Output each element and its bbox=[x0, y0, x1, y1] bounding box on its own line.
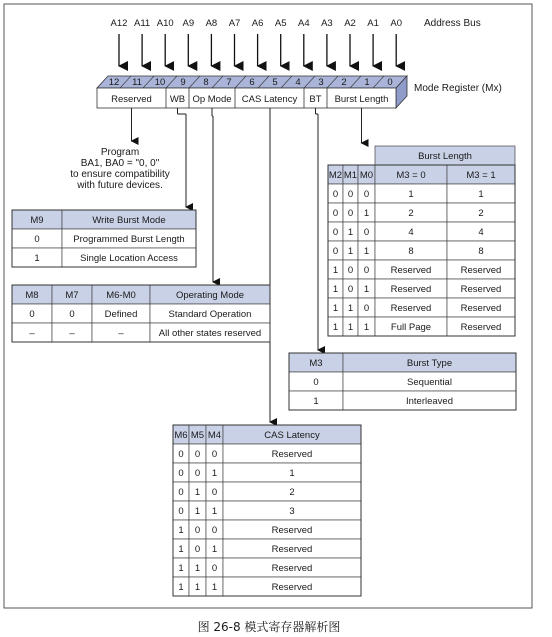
register-field-label: CAS Latency bbox=[241, 94, 298, 105]
table-cell-value: 1 bbox=[211, 467, 218, 479]
table-cell-value: 0 bbox=[178, 486, 184, 498]
table-row bbox=[12, 248, 196, 267]
table-cell-value: 0 bbox=[178, 505, 184, 517]
table-cell-value: Reserved bbox=[271, 543, 313, 555]
table-header-label: M2 bbox=[328, 169, 343, 181]
address-pin-label: A12 bbox=[110, 18, 128, 29]
register-bit-number: 12 bbox=[108, 77, 120, 88]
table-cell-value: Reserved bbox=[271, 562, 313, 574]
table-cell-value: Reserved bbox=[271, 581, 313, 593]
register-bit-number: 1 bbox=[364, 77, 370, 88]
address-pin-label: A8 bbox=[205, 18, 218, 29]
address-pin-label: A11 bbox=[133, 18, 151, 29]
table-cell-value: 1 bbox=[363, 321, 370, 333]
table-cell-value: 4 bbox=[478, 226, 484, 238]
table-cell-value: 0 bbox=[347, 283, 354, 295]
table-cell-value: All other states reserved bbox=[158, 327, 262, 339]
table-cell-value: 0 bbox=[29, 308, 35, 320]
table-cell-value: Single Location Access bbox=[80, 252, 178, 264]
mode-register bbox=[97, 76, 407, 108]
address-pin-label: A2 bbox=[344, 18, 356, 29]
table-cell-value: 1 bbox=[211, 581, 218, 593]
program-note-line: BA1, BA0 = "0, 0" bbox=[80, 158, 160, 169]
table-cell-value: 1 bbox=[194, 486, 201, 498]
table-cell-value: 1 bbox=[178, 581, 184, 593]
table-cell-value: 8 bbox=[408, 245, 414, 257]
table-row bbox=[328, 298, 515, 317]
register-bit-number: 3 bbox=[318, 77, 324, 88]
table-row bbox=[173, 463, 361, 482]
table-cell-value: Defined bbox=[104, 308, 138, 320]
table-cell-value: 0 bbox=[194, 543, 201, 555]
register-bit-number: 6 bbox=[249, 77, 255, 88]
table-cell-value: Reserved bbox=[460, 302, 502, 314]
table-cell-value: 1 bbox=[211, 543, 218, 555]
table-cell-value: 2 bbox=[289, 486, 295, 498]
table-row bbox=[173, 539, 361, 558]
table-header-label: M0 bbox=[359, 169, 374, 181]
table-cell-value: 1 bbox=[194, 581, 201, 593]
table-cell-value: 1 bbox=[347, 245, 354, 257]
table-row bbox=[289, 391, 516, 410]
table-cell-value: 4 bbox=[408, 226, 414, 238]
table-row bbox=[173, 482, 361, 501]
table-cell-value: 0 bbox=[347, 264, 354, 276]
register-bit-number: 9 bbox=[180, 77, 186, 88]
op-mode-table bbox=[12, 285, 270, 342]
table-row bbox=[328, 279, 515, 298]
table-cell-value: 0 bbox=[347, 188, 354, 200]
address-pin-label: A5 bbox=[274, 18, 287, 29]
register-bit-number: 7 bbox=[226, 77, 232, 88]
table-header-label: M6-M0 bbox=[106, 289, 136, 301]
address-pin-label: A0 bbox=[390, 18, 403, 29]
table-cell-value: 0 bbox=[178, 448, 184, 460]
table-row bbox=[12, 229, 196, 248]
table-header-label: M5 bbox=[190, 429, 205, 441]
table-cell-value: 0 bbox=[363, 302, 370, 314]
table-cell-value: Standard Operation bbox=[168, 308, 252, 320]
table-cell-value: 0 bbox=[194, 448, 201, 460]
table-row bbox=[173, 444, 361, 463]
register-field-label: Op Mode bbox=[192, 94, 232, 105]
program-note-line: with future devices. bbox=[77, 180, 163, 191]
table-cell-value: Full Page bbox=[390, 321, 432, 333]
table-cell-value: 1 bbox=[332, 264, 339, 276]
table-header-label: M6 bbox=[174, 429, 188, 441]
table-cell-value: 0 bbox=[363, 188, 370, 200]
register-field-label: Reserved bbox=[111, 94, 152, 105]
address-pin-label: A1 bbox=[367, 18, 379, 29]
register-bit-number: 4 bbox=[295, 77, 301, 88]
table-cell-value: 1 bbox=[363, 207, 370, 219]
table-cell-value: 1 bbox=[478, 188, 484, 200]
register-bit-number: 2 bbox=[341, 77, 347, 88]
table-header-label: Burst Type bbox=[406, 357, 453, 369]
table-cell-value: – bbox=[118, 327, 124, 339]
address-pin-label: A9 bbox=[182, 18, 195, 29]
table-row bbox=[328, 241, 515, 260]
table-cell-value: 0 bbox=[69, 308, 75, 320]
table-cell-value: 0 bbox=[313, 376, 319, 388]
table-row bbox=[12, 323, 270, 342]
table-cell-value: 1 bbox=[178, 524, 184, 536]
table-header-label: M3 = 1 bbox=[466, 169, 496, 181]
register-bit-number: 0 bbox=[387, 77, 393, 88]
table-cell-value: 1 bbox=[408, 188, 414, 200]
register-bit-number: 11 bbox=[132, 77, 142, 88]
field-tables bbox=[12, 146, 516, 596]
table-cell-value: 1 bbox=[194, 505, 201, 517]
table-cell-value: 1 bbox=[211, 505, 218, 517]
table-header-label: M8 bbox=[25, 289, 39, 301]
table-cell-value: 2 bbox=[478, 207, 484, 219]
program-note bbox=[70, 147, 170, 191]
table-cell-value: 1 bbox=[332, 302, 339, 314]
address-bus-label: Address Bus bbox=[424, 18, 481, 29]
burst-type-table bbox=[289, 353, 516, 410]
register-field-label: Burst Length bbox=[334, 94, 389, 105]
table-cell-value: Programmed Burst Length bbox=[73, 233, 185, 245]
table-cell-value: Reserved bbox=[460, 283, 502, 295]
table-cell-value: 1 bbox=[363, 245, 370, 257]
register-bit-number: 8 bbox=[203, 77, 209, 88]
table-cell-value: 0 bbox=[211, 448, 218, 460]
table-cell-value: 0 bbox=[363, 226, 370, 238]
table-cell-value: Sequential bbox=[407, 376, 452, 388]
address-pin-label: A6 bbox=[251, 18, 264, 29]
table-cell-value: 1 bbox=[363, 283, 370, 295]
table-cell-value: – bbox=[29, 327, 35, 339]
table-row bbox=[173, 520, 361, 539]
table-cell-value: 1 bbox=[347, 226, 354, 238]
table-cell-value: Reserved bbox=[390, 283, 432, 295]
register-field-label: WB bbox=[169, 94, 186, 105]
table-cell-value: Reserved bbox=[460, 321, 502, 333]
table-row bbox=[328, 317, 515, 336]
table-header-label: M3 = 0 bbox=[396, 169, 426, 181]
write-burst-table bbox=[12, 210, 196, 267]
table-cell-value: 0 bbox=[332, 188, 339, 200]
address-pin-label: A7 bbox=[228, 18, 241, 29]
table-cell-value: 1 bbox=[347, 302, 354, 314]
table-cell-value: Reserved bbox=[390, 264, 432, 276]
table-cell-value: Reserved bbox=[271, 448, 313, 460]
table-cell-value: Reserved bbox=[390, 302, 432, 314]
table-row bbox=[328, 203, 515, 222]
table-row bbox=[328, 184, 515, 203]
table-header-label: M9 bbox=[30, 214, 44, 226]
table-header-label: Operating Mode bbox=[175, 289, 245, 301]
table-cell-value: 1 bbox=[332, 283, 339, 295]
program-note-line: to ensure compatibility bbox=[70, 169, 170, 180]
register-field-label: BT bbox=[309, 94, 322, 105]
table-cell-value: 0 bbox=[194, 467, 201, 479]
table-cell-value: 8 bbox=[478, 245, 484, 257]
address-pin-label: A10 bbox=[156, 18, 174, 29]
table-cell-value: Reserved bbox=[460, 264, 502, 276]
table-header-label: M4 bbox=[207, 429, 222, 441]
table-header-label: M1 bbox=[343, 169, 358, 181]
address-pin-label: A3 bbox=[321, 18, 333, 29]
table-row bbox=[328, 222, 515, 241]
table-row bbox=[12, 304, 270, 323]
table-row bbox=[328, 260, 515, 279]
table-cell-value: Reserved bbox=[271, 524, 313, 536]
table-cell-value: 0 bbox=[194, 524, 201, 536]
figure-caption: 图 26-8 模式寄存器解析图 bbox=[197, 620, 341, 634]
table-cell-value: 0 bbox=[211, 562, 218, 574]
table-cell-value: 1 bbox=[178, 543, 184, 555]
register-bit-number: 5 bbox=[272, 77, 278, 88]
table-header-label: Write Burst Mode bbox=[92, 214, 166, 226]
table-cell-value: 1 bbox=[34, 252, 40, 264]
table-row bbox=[289, 372, 516, 391]
table-row bbox=[173, 501, 361, 520]
table-cell-value: 2 bbox=[408, 207, 414, 219]
burst-length-table bbox=[328, 146, 515, 336]
table-row bbox=[173, 558, 361, 577]
table-cell-value: 0 bbox=[332, 245, 339, 257]
table-cell-value: 1 bbox=[347, 321, 354, 333]
register-bit-number: 10 bbox=[154, 77, 166, 88]
table-cell-value: 1 bbox=[178, 562, 184, 574]
mode-register-label: Mode Register (Mx) bbox=[414, 83, 502, 94]
table-cell-value: 1 bbox=[313, 395, 319, 407]
table-group-header-label: Burst Length bbox=[418, 150, 472, 162]
table-cell-value: 0 bbox=[211, 524, 218, 536]
table-cell-value: 0 bbox=[178, 467, 184, 479]
table-header-label: CAS Latency bbox=[264, 429, 320, 441]
table-cell-value: 0 bbox=[332, 226, 339, 238]
table-row bbox=[173, 577, 361, 596]
table-cell-value: Interleaved bbox=[405, 395, 454, 407]
address-pin-label: A4 bbox=[297, 18, 310, 29]
table-cell-value: – bbox=[69, 327, 75, 339]
table-cell-value: 3 bbox=[289, 505, 295, 517]
table-cell-value: 1 bbox=[289, 467, 295, 479]
table-cell-value: 0 bbox=[211, 486, 218, 498]
table-cell-value: 0 bbox=[34, 233, 40, 245]
cas-latency-table bbox=[173, 425, 361, 596]
table-cell-value: 0 bbox=[363, 264, 370, 276]
table-cell-value: 1 bbox=[194, 562, 201, 574]
table-cell-value: 1 bbox=[332, 321, 339, 333]
table-cell-value: 0 bbox=[347, 207, 354, 219]
address-bus bbox=[111, 18, 402, 66]
table-header-label: M3 bbox=[309, 357, 323, 369]
table-header-label: M7 bbox=[65, 289, 79, 301]
program-note-line: Program bbox=[100, 147, 140, 158]
table-cell-value: 0 bbox=[332, 207, 339, 219]
